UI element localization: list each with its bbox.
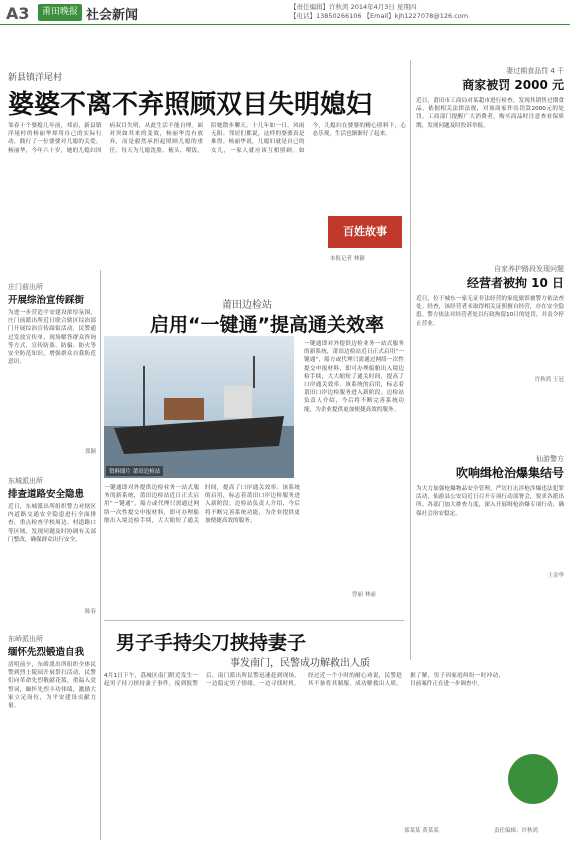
left-title: 缅怀先烈锻造自我 xyxy=(8,647,85,658)
left-item-2 xyxy=(8,476,96,615)
left-label: 东城派出所 xyxy=(8,477,43,485)
sidebar-body: 近日，位于城东一家无证非法经营的家庭旅馆被警方依法查处。经查，该经营者未取得相关证照擅自经营，存在安全隐患。警方依法对经营者处以行政拘留10日的处罚，并责令停止营业。 xyxy=(416,296,564,327)
footer-editor: 责任编辑：许秋鸿 xyxy=(494,828,539,834)
left-title: 排查道路安全隐患 xyxy=(8,489,85,500)
sidebar-label: 仙游警方 xyxy=(536,455,564,463)
bottom-body: 4月1日下午，荔城区南门附近发生一起男子持刀挟持妻子事件。接到报警后，南门派出所民警迅速赶到现场，一边稳定男子情绪，一边寻找时机。经过近一个小时的耐心劝说，民警趁其不备将其制服，成功解救出人质。据了解，男子因家庭纠纷一时冲动，目前案件正在进一步调查中。 xyxy=(104,673,504,688)
bottom-title: 男子手持尖刀挟持妻子 xyxy=(116,632,307,654)
left-credit: 陈春 xyxy=(84,609,96,615)
editor-line: 【责任编辑】许秋鸿 2014年4月3日 星期四 xyxy=(290,3,417,11)
sidebar-credit: 许秋鸿 王冠 xyxy=(534,377,564,383)
lead-credit: 本报记者 林颖 xyxy=(330,256,365,262)
sidebar-body: 为大力加强枪爆物品安全管理，严厉打击涉枪涉爆违法犯罪活动，仙游县公安局近日召开专项行动部署会，要求各派出所、各部门加大排查力度，深入开展缉枪治爆专项行动，确保社会治安稳定。 xyxy=(416,486,564,517)
header-divider xyxy=(0,24,570,25)
ship-photo xyxy=(104,336,294,478)
left-item-3 xyxy=(8,634,96,831)
feature-title: 启用“一键通”提高通关效率 xyxy=(150,314,384,336)
left-body: 清明前夕，东峤派出所组织全体民警到烈士陵园开展祭扫活动，民警们向革命先烈敬献花篮，重温入党誓词，缅怀先烈丰功伟绩，激励大家立足岗位，为平安建设贡献力量。 xyxy=(8,662,96,710)
feature-credit: 曾丽 林丽 xyxy=(352,592,376,598)
photo-caption: 资料图片 莆田边检站 xyxy=(106,466,163,476)
ship-photo-icon xyxy=(104,336,294,478)
lead-kicker: 新县镇洋尾村 xyxy=(8,73,63,83)
feature-body-left: 一键通即对外提供边检业务一站式服务的新系统，莆田边检站近日正式启用“一键通”，船方或代理只需通过网络一次性提交申报材料，即可办理船舶出入境边检手续，大大缩短了通关时间，提高了口岸通关效率。该系统的启用，标志着莆田口岸边检服务进入新阶段。边检站负责人介绍，今后将不断完善系统功能，为企业提供更加便捷高效的服务。 xyxy=(104,485,300,524)
sidebar-title: 商家被罚 2000 元 xyxy=(462,78,564,92)
bottom-subtitle: 事发南门，民警成功解救出人质 xyxy=(230,658,370,669)
contact-line: 【电话】13850266106 【Email】kjh1227078@126.com xyxy=(290,12,469,20)
sidebar-divider xyxy=(410,60,411,660)
bottom-credit: 郑某某 黄某某 xyxy=(404,828,439,834)
left-body: 为进一步营造平安建设浓厚氛围，庄门前派出所近日联合辖区综治部门开展综治宣传踩街活动，民警通过发放宣传单、现场解答群众咨询等方式，宣传防盗、防骗、防火等安全防范知识，增强群众自我防范意识。 xyxy=(8,310,96,366)
sidebar-item-guns xyxy=(416,454,564,579)
section-title: 社会新闻 xyxy=(86,8,139,23)
feature-body-right: 一键通即对外提供边检业务一站式服务的新系统，莆田边检站近日正式启用“一键通”，船方或代理只需通过网络一次性提交申报材料，即可办理船舶出入境边检手续，大大缩短了通关时间，提高了口岸通关效率。该系统的启用，标志着莆田口岸边检服务进入新阶段。边检站负责人介绍，今后将不断完善系统功能，为企业提供更加便捷高效的服务。 xyxy=(304,341,404,413)
left-body: 近日，东城派出所组织警力对辖区内道路交通安全隐患进行全面排查，重点检查学校周边、村道路口等区域，发现问题及时协调有关部门整改，确保群众出行安全。 xyxy=(8,504,96,543)
lead-title: 婆婆不离不弃照顾双目失明媳妇 xyxy=(8,90,373,120)
left-title: 开展综治宣传踩街 xyxy=(8,295,85,306)
sidebar-label: 妻过期食品罚 4 千 xyxy=(506,67,564,75)
sidebar-item-detain xyxy=(416,264,564,383)
footer-logo xyxy=(508,754,558,804)
left-item-1 xyxy=(8,282,96,455)
lead-ad: 百姓故事 xyxy=(328,216,402,248)
sidebar-title: 吹响缉枪治爆集结号 xyxy=(455,466,564,480)
left-credit: 郑颖 xyxy=(84,449,96,455)
sidebar-body: 近日，莆田市工商局对某超市进行检查，发现其销售过期食品，依据相关法律法规，对该商家作出罚款2000元的处罚。工商部门提醒广大消费者，购买商品时注意查看保质期，发现问题及时投诉举报。 xyxy=(416,98,564,129)
lead-body: 邹春十个婆媳几年前，邦而，新县镇洋尾村的杨丽华却用自己的实际行动，践行了一位婆婆对儿媳的关爱。杨丽华，今年六十岁，她的儿媳妇因病双目失明，从此生活不能自理。面对突如其来的变故，杨丽华没有放弃，而是毅然承担起照顾儿媳的重任，每天为儿媳洗脸、梳头、喂饭，陪她散步聊天。十几年如一日，风雨无阻。邻居们都说，这样的婆婆真是难得。杨丽华说，儿媳妇就是自己的女儿，一家人就应该互相照顾。如今，儿媳妇在婆婆的精心照料下，心态乐观，生活也渐渐好了起来。 xyxy=(8,123,406,154)
sidebar-credit: 王金华 xyxy=(547,573,564,579)
feature-kicker: 莆田边检站 xyxy=(222,300,272,311)
paper-logo: 莆田晚报 xyxy=(38,4,82,21)
sidebar-title: 经营者被拘 10 日 xyxy=(466,276,564,290)
left-label: 庄门前出所 xyxy=(8,283,43,291)
left-label: 东峤派出所 xyxy=(8,635,43,643)
left-column-divider xyxy=(100,270,101,840)
bottom-divider xyxy=(104,620,404,621)
sidebar-item-fine xyxy=(416,66,564,201)
page-number: A3 xyxy=(6,4,30,23)
sidebar-label: 自家养护路段发现问题 xyxy=(494,265,564,273)
header-info xyxy=(290,3,468,21)
